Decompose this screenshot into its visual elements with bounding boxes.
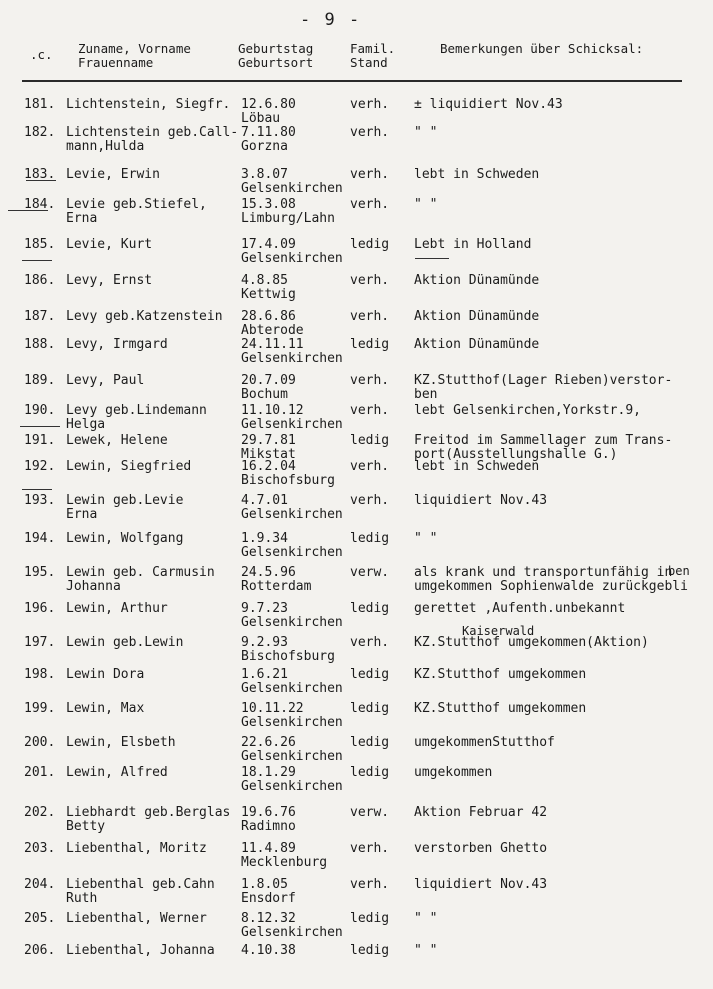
row-r1: KZ.Stutthof(Lager Rieben)verstor- (414, 373, 673, 388)
row-n2: Betty (66, 819, 106, 834)
underline-mark (26, 180, 56, 181)
row-r1: ± liquidiert Nov.43 (414, 97, 563, 112)
row-nr: 184. (24, 197, 56, 212)
row-d2: Ensdorf (241, 891, 296, 906)
row-fam: ledig (350, 701, 390, 716)
row-n1: Levy geb.Lindemann (66, 403, 207, 418)
row-d1: 7.11.80 (241, 125, 296, 140)
row-fam: ledig (350, 735, 390, 750)
underline-mark (22, 489, 52, 490)
row-d1: 12.6.80 (241, 97, 296, 112)
row-d1: 15.3.08 (241, 197, 296, 212)
row-n1: Levy geb.Katzenstein (66, 309, 223, 324)
row-fam: verh. (350, 841, 390, 856)
row-nr: 196. (24, 601, 56, 616)
row-fam: verh. (350, 309, 390, 324)
row-nr: 193. (24, 493, 56, 508)
row-d2: Bochum (241, 387, 288, 402)
row-fam: ledig (350, 601, 390, 616)
row-d1: 17.4.09 (241, 237, 296, 252)
row-n1: Levie, Erwin (66, 167, 160, 182)
row-d2: Gelsenkirchen (241, 251, 343, 266)
row-n2: Erna (66, 211, 98, 226)
row-nr: 188. (24, 337, 56, 352)
row-nr: 185. (24, 237, 56, 252)
row-r1: KZ.Stutthof umgekommen (414, 667, 587, 682)
row-d1: 29.7.81 (241, 433, 296, 448)
header-birth-line2: Geburtsort (238, 55, 314, 70)
row-d2: Gelsenkirchen (241, 749, 343, 764)
page-number: - 9 - (300, 10, 362, 30)
row-n2: Johanna (66, 579, 121, 594)
row-d2: Gelsenkirchen (241, 925, 343, 940)
row-r1: umgekommenStutthof (414, 735, 555, 750)
row-nr: 199. (24, 701, 56, 716)
row-r1: lebt in Schweden (414, 459, 540, 474)
row-n1: Lewin, Elsbeth (66, 735, 176, 750)
row-d2: Gelsenkirchen (241, 779, 343, 794)
row-nr: 197. (24, 635, 56, 650)
row-d2: Mikstat (241, 447, 296, 462)
row-n1: Lewin Dora (66, 667, 145, 682)
row-n1: Levy, Irmgard (66, 337, 168, 352)
row-fam: ledig (350, 943, 390, 958)
header-status-line2: Stand (350, 55, 388, 70)
row-fam: verh. (350, 125, 390, 140)
row-n1: Levie, Kurt (66, 237, 153, 252)
interlinear-kaiserwald: Kaiserwald (462, 624, 535, 638)
row-fam: verh. (350, 403, 390, 418)
row-n1: Levy, Paul (66, 373, 145, 388)
row-d2: Gelsenkirchen (241, 351, 343, 366)
row-r1: verstorben Ghetto (414, 841, 548, 856)
row-r1: " " (414, 531, 438, 546)
row-d1: 22.6.26 (241, 735, 296, 750)
row-n2: Ruth (66, 891, 98, 906)
row-r1: liquidiert Nov.43 (414, 877, 548, 892)
row-n1: Lichtenstein, Siegfr. (66, 97, 231, 112)
underline-mark (22, 260, 52, 261)
row-fam: verh. (350, 373, 390, 388)
row-fam: verh. (350, 97, 390, 112)
row-n1: Levy, Ernst (66, 273, 153, 288)
row-n1: Lewin geb.Lewin (66, 635, 184, 650)
row-nr: 203. (24, 841, 56, 856)
row-nr: 195. (24, 565, 56, 580)
row-d1: 1.9.34 (241, 531, 288, 546)
row-nr: 194. (24, 531, 56, 546)
row-r1: Aktion Februar 42 (414, 805, 548, 820)
row-nr: 181. (24, 97, 56, 112)
header-status-line1: Famil. (350, 41, 396, 56)
row-d1: 4.8.85 (241, 273, 288, 288)
row-fam: ledig (350, 433, 390, 448)
row-n1: Liebenthal, Johanna (66, 943, 215, 958)
row-n2: mann,Hulda (66, 139, 145, 154)
row-d2: Gorzna (241, 139, 288, 154)
row-n2: Helga (66, 417, 106, 432)
row-n1: Lichtenstein geb.Call- (66, 125, 239, 140)
row-d1: 1.6.21 (241, 667, 288, 682)
row-d2: Abterode (241, 323, 304, 338)
row-d1: 18.1.29 (241, 765, 296, 780)
row-r1: " " (414, 943, 438, 958)
header-nr: .c. (30, 47, 53, 62)
row-fam: ledig (350, 911, 390, 926)
row-d1: 11.10.12 (241, 403, 304, 418)
row-d2: Gelsenkirchen (241, 417, 343, 432)
row-n1: Lewin, Siegfried (66, 459, 192, 474)
row-r1: lebt in Schweden (414, 167, 540, 182)
row-fam: verh. (350, 459, 390, 474)
row-fam: verw. (350, 565, 390, 580)
underline-mark (8, 210, 48, 211)
row-d1: 24.11.11 (241, 337, 304, 352)
row-d2: Gelsenkirchen (241, 181, 343, 196)
row-d1: 9.2.93 (241, 635, 288, 650)
row-nr: 191. (24, 433, 56, 448)
row-d2: Radimno (241, 819, 296, 834)
row-fam: verh. (350, 197, 390, 212)
row-n2: Erna (66, 507, 98, 522)
row-nr: 198. (24, 667, 56, 682)
row-d1: 20.7.09 (241, 373, 296, 388)
row-r2: port(Ausstellungshalle G.) (414, 447, 618, 462)
row-fam: verh. (350, 273, 390, 288)
row-r1: KZ.Stutthof umgekommen(Aktion) (414, 635, 649, 650)
row-n1: Lewin, Alfred (66, 765, 168, 780)
row-d2: Löbau (241, 111, 281, 126)
row-nr: 187. (24, 309, 56, 324)
row-fam: verh. (350, 493, 390, 508)
row-n1: Lewek, Helene (66, 433, 168, 448)
row-fam: ledig (350, 531, 390, 546)
row-nr: 200. (24, 735, 56, 750)
row-d1: 19.6.76 (241, 805, 296, 820)
header-remarks: Bemerkungen über Schicksal: (440, 41, 644, 56)
row-fam: verh. (350, 877, 390, 892)
row-d2: Gelsenkirchen (241, 715, 343, 730)
row-r1: Freitod im Sammellager zum Trans- (414, 433, 673, 448)
row-d2: Rotterdam (241, 579, 312, 594)
row-fam: verw. (350, 805, 390, 820)
row-r1: Aktion Dünamünde (414, 273, 540, 288)
row-d1: 24.5.96 (241, 565, 296, 580)
header-birth-line1: Geburtstag (238, 41, 314, 56)
row-d2: Mecklenburg (241, 855, 328, 870)
row-r1: KZ.Stutthof umgekommen (414, 701, 587, 716)
row-nr: 190. (24, 403, 56, 418)
row-n1: Liebenthal, Werner (66, 911, 207, 926)
row-d1: 8.12.32 (241, 911, 296, 926)
row-d1: 9.7.23 (241, 601, 288, 616)
row-r1: " " (414, 125, 438, 140)
row-d1: 1.8.05 (241, 877, 288, 892)
row-r2: ben (414, 387, 438, 402)
row-r1: Aktion Dünamünde (414, 337, 540, 352)
row-r1: umgekommen (414, 765, 493, 780)
row-nr: 183. (24, 167, 56, 182)
row-r1: " " (414, 911, 438, 926)
row-n1: Liebenthal geb.Cahn (66, 877, 215, 892)
row-r1: liquidiert Nov.43 (414, 493, 548, 508)
underline-mark (415, 258, 449, 259)
row-d1: 4.7.01 (241, 493, 288, 508)
underline-mark (20, 426, 60, 427)
row-fam: ledig (350, 337, 390, 352)
row-d1: 28.6.86 (241, 309, 296, 324)
row-d2: Gelsenkirchen (241, 615, 343, 630)
row-nr: 189. (24, 373, 56, 388)
row-nr: 186. (24, 273, 56, 288)
row-d2: Kettwig (241, 287, 296, 302)
row-n1: Liebhardt geb.Berglas (66, 805, 231, 820)
row-d2: Gelsenkirchen (241, 507, 343, 522)
row-fam: ledig (350, 667, 390, 682)
row-nr: 202. (24, 805, 56, 820)
row-r1: " " (414, 197, 438, 212)
row-n1: Lewin, Arthur (66, 601, 168, 616)
row-n1: Liebenthal, Moritz (66, 841, 207, 856)
row-fam: verh. (350, 635, 390, 650)
row-r1: als krank und transportunfähig in (414, 565, 673, 580)
row-r2: umgekommen Sophienwalde zurückgebli (414, 579, 688, 594)
header-name-line1: Zuname, Vorname (78, 41, 191, 56)
interlinear-ben: ben (668, 564, 690, 578)
row-fam: ledig (350, 765, 390, 780)
header-name-line2: Frauenname (78, 55, 154, 70)
row-nr: 201. (24, 765, 56, 780)
row-n1: Lewin, Max (66, 701, 145, 716)
row-nr: 192. (24, 459, 56, 474)
row-n1: Lewin geb. Carmusin (66, 565, 215, 580)
row-d2: Limburg/Lahn (241, 211, 335, 226)
row-nr: 205. (24, 911, 56, 926)
header-rule (22, 80, 682, 82)
row-n1: Levie geb.Stiefel, (66, 197, 207, 212)
row-d2: Bischofsburg (241, 473, 335, 488)
row-nr: 204. (24, 877, 56, 892)
row-r1: Aktion Dünamünde (414, 309, 540, 324)
row-fam: ledig (350, 237, 390, 252)
row-fam: verh. (350, 167, 390, 182)
row-r1: Lebt in Holland (414, 237, 532, 252)
row-r1: gerettet ,Aufenth.unbekannt (414, 601, 626, 616)
row-d1: 16.2.04 (241, 459, 296, 474)
row-d2: Gelsenkirchen (241, 545, 343, 560)
row-n1: Lewin geb.Levie (66, 493, 184, 508)
row-d1: 3.8.07 (241, 167, 288, 182)
row-n1: Lewin, Wolfgang (66, 531, 184, 546)
row-d2: Gelsenkirchen (241, 681, 343, 696)
row-d1: 11.4.89 (241, 841, 296, 856)
row-r1: lebt Gelsenkirchen,Yorkstr.9, (414, 403, 641, 418)
row-nr: 182. (24, 125, 56, 140)
row-d1: 4.10.38 (241, 943, 296, 958)
row-nr: 206. (24, 943, 56, 958)
row-d2: Bischofsburg (241, 649, 335, 664)
row-d1: 10.11.22 (241, 701, 304, 716)
